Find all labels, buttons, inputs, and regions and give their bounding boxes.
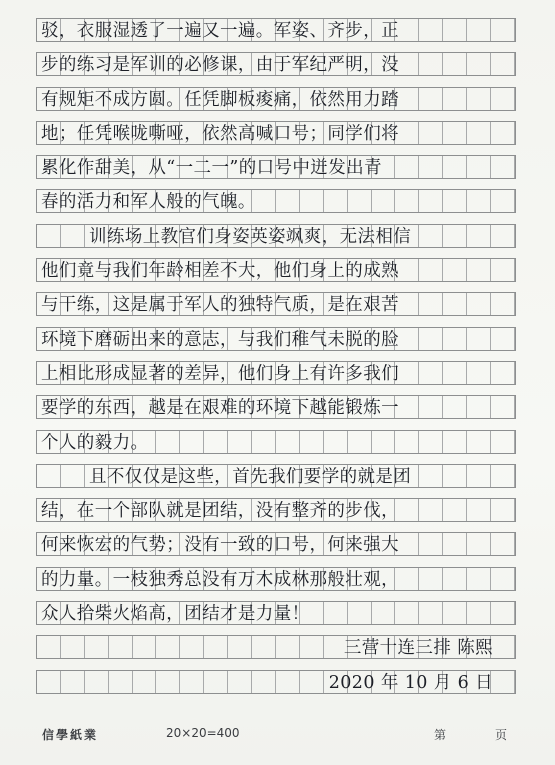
grid-row-20 (36, 670, 516, 694)
writing-grid (36, 18, 516, 704)
grid-row-15 (36, 498, 516, 522)
handwritten-line: 众人拾柴火焰高，团结才是力量！ (41, 604, 310, 625)
page-suffix: 页 (495, 728, 508, 742)
handwritten-line: 上相比形成显著的差异，他们身上有许多我们 (41, 363, 399, 384)
grid-row-19 (36, 635, 516, 659)
handwritten-line: 驳，衣服湿透了一遍又一遍。军姿、齐步，正 (41, 21, 399, 41)
handwritten-line: 训练场上教官们身姿英姿飒爽，无法相信 (89, 226, 412, 247)
grid-row-6 (36, 189, 516, 213)
date-line: 2020 年 10 月 6 日 (328, 672, 493, 693)
grid-row-16 (36, 532, 516, 556)
handwritten-line: 个人的毅力。 (41, 432, 149, 453)
handwritten-line: 他们竟与我们年龄相差不大，他们身上的成熟 (41, 261, 399, 282)
grid-row-18 (36, 601, 516, 625)
grid-row-10 (36, 327, 516, 351)
handwritten-line: 的力量。一枝独秀总没有万木成林那般壮观， (41, 569, 399, 590)
grid-row-7 (36, 224, 516, 248)
handwritten-line: 环境下磨砺出来的意志，与我们稚气未脱的脸 (41, 329, 399, 350)
paper-brand: 信學紙業 (42, 728, 99, 742)
grid-row-1 (36, 18, 516, 42)
handwritten-line: 结，在一个部队就是团结，没有整齐的步伐， (41, 501, 399, 522)
handwritten-line: 累化作甜美，从“一二一”的口号中迸发出青 (41, 158, 382, 179)
grid-row-5 (36, 155, 516, 179)
handwritten-line: 步的练习是军训的必修课，由于军纪严明，没 (41, 55, 399, 76)
grid-row-12 (36, 395, 516, 419)
handwritten-line: 且不仅仅是这些，首先我们要学的就是团 (89, 466, 412, 487)
page-prefix: 第 (434, 728, 447, 742)
grid-row-2 (36, 52, 516, 76)
grid-spec: 20×20=400 (166, 726, 240, 740)
grid-row-14 (36, 464, 516, 488)
handwritten-line: 春的活力和军人般的气魄。 (41, 192, 256, 213)
grid-row-13 (36, 430, 516, 454)
grid-row-11 (36, 361, 516, 385)
paper-footer (0, 722, 555, 746)
handwritten-line: 有规矩不成方圆。任凭脚板痠痛，依然用力踏 (41, 89, 399, 110)
grid-row-9 (36, 292, 516, 316)
grid-row-8 (36, 258, 516, 282)
handwritten-line: 何来恢宏的气势；没有一致的口号，何来强大 (41, 535, 399, 556)
grid-row-17 (36, 567, 516, 591)
grid-row-3 (36, 87, 516, 111)
handwritten-line: 与干练，这是属于军人的独特气质，是在艰苦 (41, 295, 399, 316)
grid-row-4 (36, 121, 516, 145)
signature-line: 三营十连三排 陈熙 (343, 638, 493, 659)
handwritten-line: 要学的东西，越是在艰难的环境下越能锻炼一 (41, 398, 399, 419)
handwritten-line: 地；任凭喉咙嘶哑，依然高喊口号；同学们将 (41, 123, 399, 144)
